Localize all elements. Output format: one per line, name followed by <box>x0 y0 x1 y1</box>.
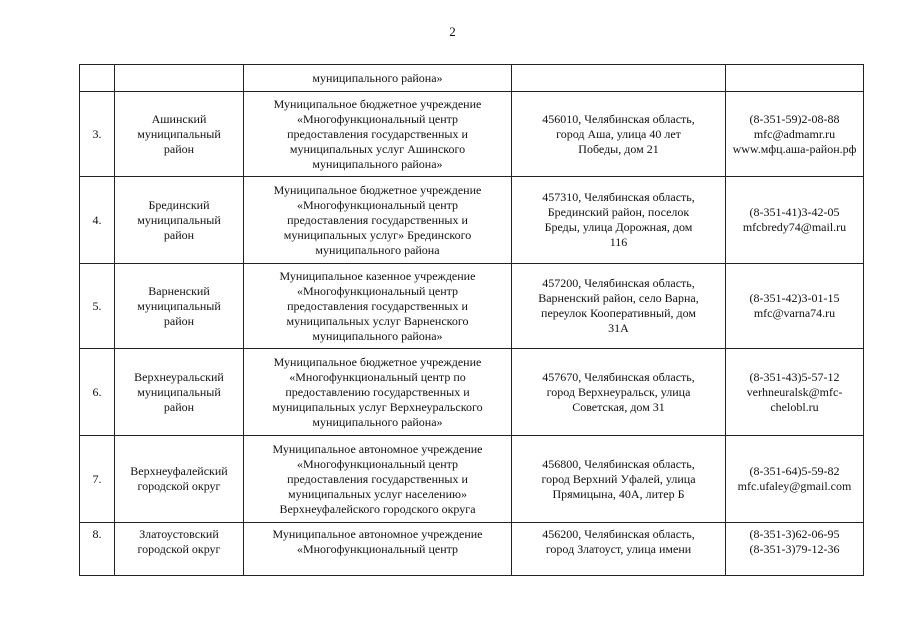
cell-contacts: (8-351-41)3-42-05 mfcbredy74@mail.ru <box>726 177 864 264</box>
table-row <box>80 523 864 576</box>
cell-organization: Муниципальное автономное учреждение «Многофункциональный центр предоставления государственных и муниципальных услуг населению» Верхнеуфалейского городского округа <box>244 436 512 523</box>
table-row <box>80 264 864 349</box>
cell-number: 5. <box>80 264 115 349</box>
cell-area: Варненский муниципальный район <box>115 264 244 349</box>
cell-area: Златоустовский городской округ <box>115 523 244 576</box>
cell-contacts: (8-351-59)2-08-88 mfc@admamr.ru www.мфц.аша-район.рф <box>726 92 864 177</box>
table-row <box>80 349 864 436</box>
mfc-registry-table <box>79 64 864 576</box>
cell-contacts <box>726 65 864 92</box>
cell-contacts: (8-351-3)62-06-95 (8-351-3)79-12-36 <box>726 523 864 576</box>
cell-organization: Муниципальное автономное учреждение «Многофункциональный центр <box>244 523 512 576</box>
cell-address: 456200, Челябинская область, город Златоуст, улица имени <box>512 523 726 576</box>
cell-organization: Муниципальное бюджетное учреждение «Многофункциональный центр по предоставлению государственных и муниципальных услуг Верхнеуральского муниципального района» <box>244 349 512 436</box>
cell-area: Ашинский муниципальный район <box>115 92 244 177</box>
cell-organization: Муниципальное бюджетное учреждение «Многофункциональный центр предоставления государственных и муниципальных услуг Ашинского муниципального района» <box>244 92 512 177</box>
cell-area <box>115 65 244 92</box>
cell-address: 457200, Челябинская область, Варненский район, село Варна, переулок Кооперативный, дом 31А <box>512 264 726 349</box>
cell-area: Верхнеуральский муниципальный район <box>115 349 244 436</box>
cell-number <box>80 65 115 92</box>
cell-area: Брединский муниципальный район <box>115 177 244 264</box>
cell-number: 4. <box>80 177 115 264</box>
cell-contacts: (8-351-43)5-57-12 verhneuralsk@mfc- chelobl.ru <box>726 349 864 436</box>
cell-address: 457670, Челябинская область, город Верхнеуральск, улица Советская, дом 31 <box>512 349 726 436</box>
cell-address: 456800, Челябинская область, город Верхний Уфалей, улица Прямицына, 40А, литер Б <box>512 436 726 523</box>
table-row <box>80 436 864 523</box>
cell-organization: Муниципальное бюджетное учреждение «Многофункциональный центр предоставления государственных и муниципальных услуг» Брединского муниципального района <box>244 177 512 264</box>
cell-contacts: (8-351-42)3-01-15 mfc@varna74.ru <box>726 264 864 349</box>
table-row <box>80 92 864 177</box>
cell-address: 456010, Челябинская область, город Аша, улица 40 лет Победы, дом 21 <box>512 92 726 177</box>
cell-number: 8. <box>80 523 115 576</box>
cell-contacts: (8-351-64)5-59-82 mfc.ufaley@gmail.com <box>726 436 864 523</box>
cell-address: 457310, Челябинская область, Брединский район, поселок Бреды, улица Дорожная, дом 116 <box>512 177 726 264</box>
table-row <box>80 177 864 264</box>
cell-number: 7. <box>80 436 115 523</box>
cell-area: Верхнеуфалейский городской округ <box>115 436 244 523</box>
cell-organization: муниципального района» <box>244 65 512 92</box>
table-row-continuation <box>80 65 864 92</box>
cell-number: 3. <box>80 92 115 177</box>
page-number: 2 <box>449 24 456 39</box>
cell-address <box>512 65 726 92</box>
cell-number: 6. <box>80 349 115 436</box>
cell-organization: Муниципальное казенное учреждение «Многофункциональный центр предоставления государственных и муниципальных услуг Варненского муниципального района» <box>244 264 512 349</box>
